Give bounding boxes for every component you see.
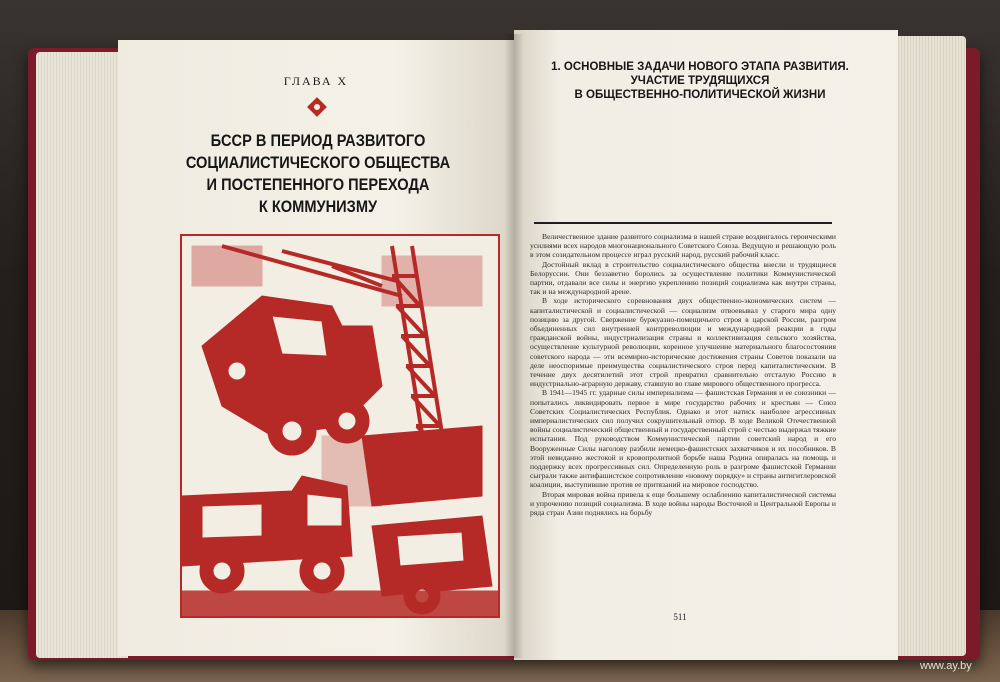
paragraph: В ходе исторического соревнования двух общественно-экономических систем — капиталистической и социалистической — социализм отвоевывал у старого мира одну позицию за другой. Свержение буржуазно-помещичьего строя в царской России, разгром объединенных сил внутренней контрреволюции и международной реакции в годы гражданской войны, индустриализация страны и коллективизация сельского хозяйства, осуществление культурной революции, коренное улучшение материального благосостояния советского народа — эти всемирно-исторические достижения страны Советов показали на деле неоспоримые преимущества социалистического строя перед капиталистическим. В течение двух десятилетий этот строй превратил сравнительно отсталую Россию в индустриально-аграрную державу, ставшую во главе мирового общественного прогресса.: [530, 296, 836, 389]
chapter-title-line: СОЦИАЛИСТИЧЕСКОГО ОБЩЕСТВА: [185, 153, 451, 172]
page-number: 511: [673, 612, 687, 622]
section-heading-line: В ОБЩЕСТВЕННО-ПОЛИТИЧЕСКОЙ ЖИЗНИ: [574, 89, 826, 101]
page-edges-left: [36, 52, 128, 658]
section-heading: [530, 60, 870, 102]
chapter-label: ГЛАВА X: [283, 74, 349, 88]
heading-rule: [534, 222, 832, 224]
chapter-title-line: И ПОСТЕПЕННОГО ПЕРЕХОДА: [206, 175, 430, 194]
trucks-and-crane-drawing: [182, 236, 498, 616]
section-heading-line: 1. ОСНОВНЫЕ ЗАДАЧИ НОВОГО ЭТАПА РАЗВИТИЯ.: [551, 61, 849, 73]
section-heading-line: УЧАСТИЕ ТРУДЯЩИХСЯ: [630, 75, 770, 87]
paragraph: Вторая мировая война привела к еще большему ослаблению капиталистической системы и упрочению позиций социализма. В ходе войны народы Восточной и Центральной Европы и ряда стран Азии поднялись на борьбу: [530, 489, 836, 518]
body-text: [530, 232, 836, 608]
book-gutter: [504, 34, 524, 658]
paragraph: В 1941—1945 гг. ударные силы империализма — фашистская Германия и ее союзники — попытались ликвидировать первое в мире государство рабочих и крестьян — Союз Советских Социалистических Республик. Однако и этот натиск наиболее агрессивных империалистических сил получил сокрушительный отпор. В ходе Великой Отечественной войны социалистический общественный и государственный строй с честью выдержал тяжкие испытания. Под руководством Коммунистической партии советский народ и его Вооруженные Силы наголову разбили немецко-фашистских захватчиков и их пособников. В этой невиданно жестокой и кровопролитной борьбе наша Родина опиралась на помощь и поддержку всех прогрессивных сил. Определенную роль в разгроме фашистской Германии сыграли также антифашистское сопротивление «новому порядку» и страны антигитлеровской коалиции, выступившие против ее притязаний на мировое господство.: [530, 388, 836, 490]
chapter-illustration: [180, 234, 500, 618]
chapter-title-line: К КОММУНИЗМУ: [258, 197, 378, 216]
paragraph: Величественное здание развитого социализма в нашей стране воздвигалось героическими усилиями всех народов многонационального Советского Союза. Ведущую и решающую роль в этом созидательном процессе играл русский народ, русский рабочий класс.: [530, 232, 836, 260]
watermark: www.ay.by: [920, 660, 972, 672]
chapter-title-line: БССР В ПЕРИОД РАЗВИТОГО: [210, 131, 426, 150]
paragraph: Достойный вклад в строительство социалистического общества внесли и трудящиеся Белоруссии. Они беззаветно боролись за осуществление политики Коммунистической партии, отдавали все силы и энергию укреплению позиций социализма как внутри страны, так и на международной арене.: [530, 259, 836, 297]
chapter-title: [165, 130, 471, 218]
page-edges-right: [890, 36, 966, 656]
